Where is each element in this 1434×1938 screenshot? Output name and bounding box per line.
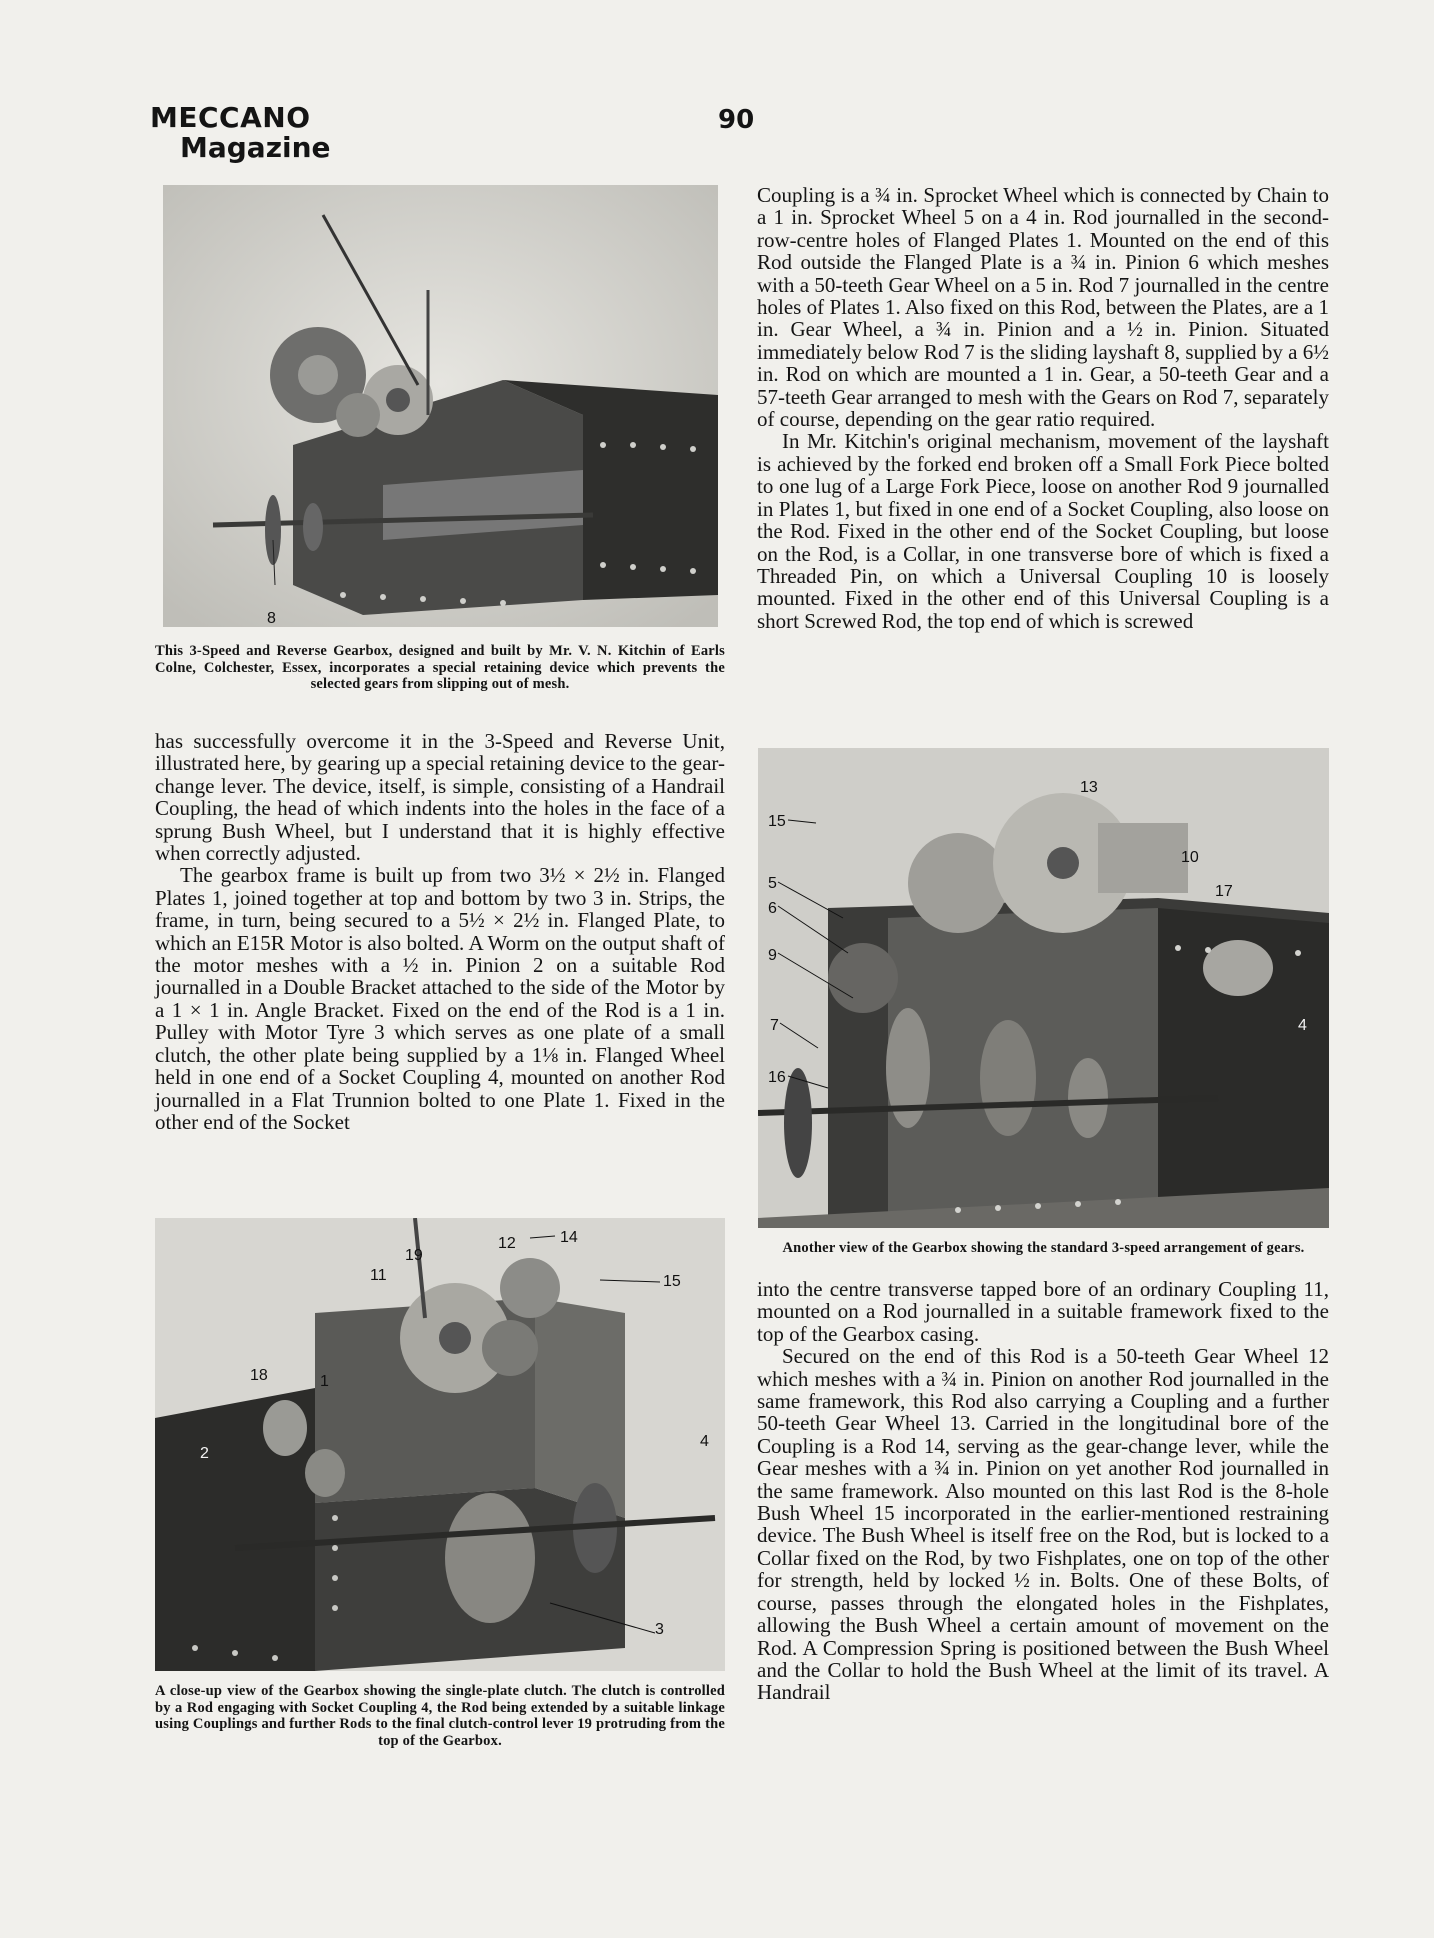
figure3-caption: A close-up view of the Gearbox showing the single-plate clutch. The clutch is controlled by a Rod engaging with Socket Coupling 4, the Rod being extended by a suitable linkage using Couplings and further Rods to the final clutch-control lever 19 protruding from the top of the Gearbox. [155,1683,725,1749]
fig3-label-19: 19 [405,1247,423,1264]
fig3-label-12: 12 [498,1235,516,1252]
fig2-label-15: 15 [768,813,786,830]
masthead [150,101,331,164]
fig2-label-16: 16 [768,1069,786,1086]
fig2-label-17: 17 [1215,883,1233,900]
fig2-label-10: 10 [1181,849,1199,866]
fig1-label-8: 8 [267,610,276,627]
fig2-label-13: 13 [1080,779,1098,796]
fig2-label-5: 5 [768,875,777,892]
paragraph: In Mr. Kitchin's original mechanism, movement of the layshaft is achieved by the forked end broken off a Small Fork Piece bolted to one lug of a Large Fork Piece, loose on another Rod 9 journalled in Plates 1, but fixed in one end of a Socket Coupling, also loose on the Rod. Fixed in the other end of the Socket Coupling, but loose on the Rod, is a Collar, in one transverse bore of which is fixed a Threaded Pin, on which a Universal Coupling 10 is loosely mounted. Fixed in the other end of this Universal Coupling is a short Screwed Rod, the top end of which is screwed [757,429,1329,633]
fig3-label-15: 15 [663,1273,681,1290]
paragraph: Coupling is a ¾ in. Sprocket Wheel which is connected by Chain to a 1 in. Sprocket Wheel 5 on a 4 in. Rod journalled in the second-row-centre holes of Flanged Plates 1. Mounted on the end of this Rod outside the Flanged Plate is a ¾ in. Pinion 6 which meshes with a 50-teeth Gear Wheel on a 5 in. Rod 7 journalled in the centre holes of Plates 1. Also fixed on this Rod, between the Plates, are a 1 in. Gear Wheel, a ¾ in. Pinion and a ½ in. Pinion. Situated immediately below Rod 7 is the sliding layshaft 8, supplied by a 6½ in. Rod on which are mounted a 1 in. Gear, a 50-teeth Gear and a 57-teeth Gear arranged to mesh with the Gears on Rod 7, separately of course, depending on the gear ratio required. [757,183,1329,432]
fig3-label-4: 4 [700,1433,709,1450]
masthead-title: MECCANO [150,101,311,134]
right-column-top-text [757,184,1329,632]
fig3-label-14: 14 [560,1229,578,1246]
paragraph: has successfully overcome it in the 3-Speed and Reverse Unit, illustrated here, by gearing up a special retaining device to the gear-change lever. The device, itself, is simple, consisting of a Handrail Coupling, the head of which indents into the holes in the face of a sprung Bush Wheel, but I understand that it is highly effective when correctly adjusted. [155,729,725,866]
fig2-label-4: 4 [1298,1017,1307,1034]
fig3-label-11: 11 [370,1267,387,1284]
right-column-bottom-text [757,1278,1329,1704]
fig2-label-6: 6 [768,900,777,917]
fig3-label-1: 1 [320,1373,329,1390]
paragraph: Secured on the end of this Rod is a 50-teeth Gear Wheel 12 which meshes with a ¾ in. Pinion on another Rod journalled in the same framework, this Rod also carrying a Coupling and a further 50-teeth Gear Wheel 13. Carried in the longitudinal bore of the Coupling is a Rod 14, serving as the gear-change lever, while the Gear meshes with a ¾ in. Pinion on yet another Rod journalled in the same framework. Also mounted on this last Rod is the 8-hole Bush Wheel 15 incorporated in the earlier-mentioned restraining device. The Bush Wheel is itself free on the Rod, but is locked to a Collar fixed on the Rod, by two Fishplates, one on top of the other for strength, held by locked ½ in. Bolts. One of these Bolts, of course, passes through the elongated holes in the Fishplates, allowing the Bush Wheel a certain amount of movement on the Rod. A Compression Spring is positioned between the Bush Wheel and the Collar to hold the Bush Wheel at the limit of its travel. A Handrail [757,1344,1329,1705]
page-number: 90 [718,105,755,135]
masthead-subtitle: Magazine [180,131,331,164]
figure2-caption: Another view of the Gearbox showing the standard 3-speed arrangement of gears. [782,1240,1305,1256]
paragraph: The gearbox frame is built up from two 3½ × 2½ in. Flanged Plates 1, joined together at top and bottom by two 3 in. Strips, the frame, in turn, being secured to a 5½ × 2½ in. Flanged Plate, to which an E15R Motor is also bolted. A Worm on the output shaft of the motor meshes with a ½ in. Pinion 2 on a suitable Rod journalled in a Double Bracket attached to the side of the Motor by a 1 × 1 in. Angle Bracket. Fixed on the end of the Rod is a 1 in. Pulley with Motor Tyre 3 which serves as one plate of a small clutch, the other plate being supplied by a 1⅛ in. Flanged Wheel held in one end of a Socket Coupling 4, mounted on another Rod journalled in a Flat Trunnion bolted to one Plate 1. Fixed in the other end of the Socket [155,863,725,1134]
gearbox-photo-2 [758,748,1329,1228]
left-column-text [155,730,725,1133]
fig3-label-2: 2 [200,1445,209,1462]
fig2-label-7: 7 [770,1017,779,1034]
gearbox-photo-3 [155,1218,725,1671]
fig2-label-9: 9 [768,947,777,964]
fig3-label-3: 3 [655,1621,664,1638]
fig3-label-18: 18 [250,1367,268,1384]
figure1-caption: This 3-Speed and Reverse Gearbox, designed and built by Mr. V. N. Kitchin of Earls Colne, Colchester, Essex, incorporates a special retaining device which prevents the selected gears from slipping out of mesh. [155,643,725,692]
gearbox-photo-1 [163,185,718,627]
paragraph: into the centre transverse tapped bore of an ordinary Coupling 11, mounted on a Rod journalled in a suitable framework fixed to the top of the Gearbox casing. [757,1277,1329,1346]
